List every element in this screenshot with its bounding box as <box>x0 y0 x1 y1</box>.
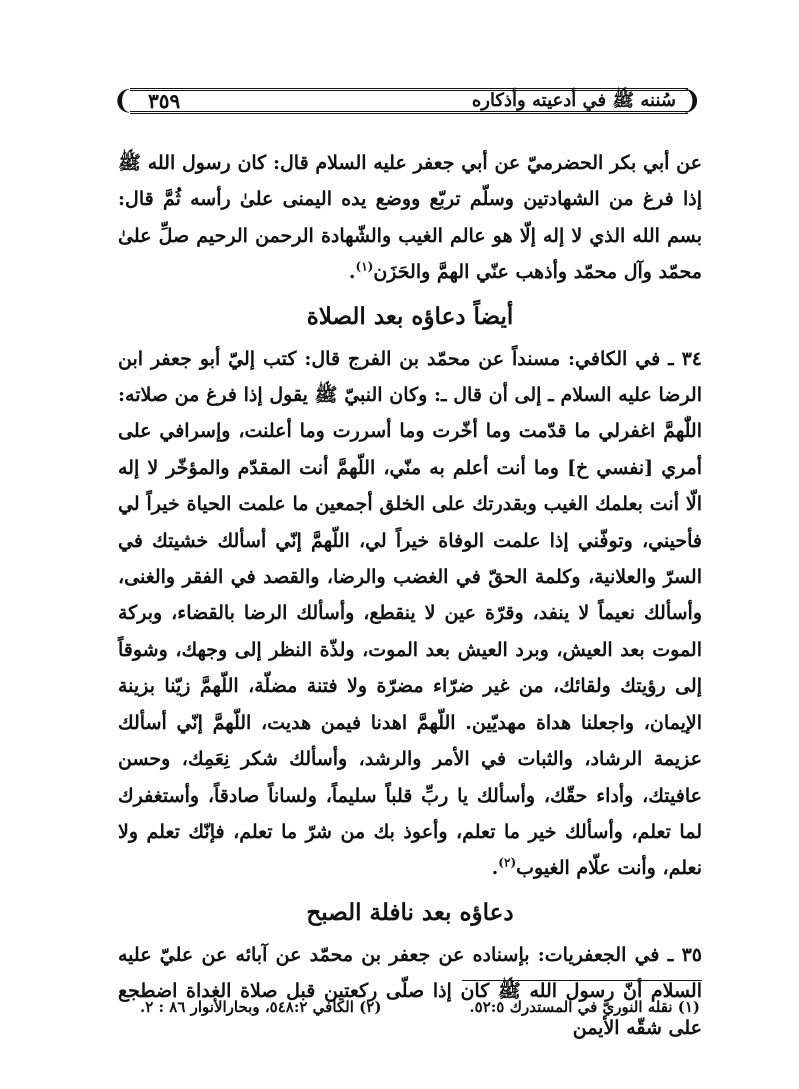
ornament-right-icon: ❨ <box>680 86 702 116</box>
paragraph-1-end: . <box>348 261 356 284</box>
paragraph-2-text: ٣٤ ـ في الكافي: مسنداً عن محمّد بن الفرج قال: كتب إليّ أبو جعفر ابن الرضا عليه السلام ـ إلى أن قال ـ: وكان النبيّ ﷺ يقول إذا فرغ من صلاته: اللّٰهمَّ اغفرلي ما قدّمت وما أخّرت وما أسررت وما أعلنت، وإسرافي على أمري [نفسي خ] وما أنت أعلم به منّي، اللّهمَّ أنت المقدّم والمؤخّر لا إله الّا أنت بعلمك الغيب وبقدرتك على الخلق أجمعين ما علمت الحياة خيراً لي فأحيني، وتوفّني إذا علمت الوفاة خيراً لي، اللّهمَّ إنّي أسألك خشيتك في السرّ والعلانية، وكلمة الحقّ في الغضب والرضا، والقصد في الفقر والغنى، وأسألك نعيماً لا ينفد، وقرّة عين لا ينقطع، وأسألك الرضا بالقضاء، وبركة الموت بعد العيش، وبرد العيش بعد الموت، ولذّة النظر إلى وجهك، وشوقاً إلى رؤيتك ولقائك، من غير ضرّاء مضرّة ولا فتنة مضلّة، اللّهمَّ زيّنا بزينة الإيمان، واجعلنا هداة مهديّين. اللّهمَّ اهدنا فيمن هديت، اللّهمَّ إنّي أسألك عزيمة الرشاد، والثبات في الأمر والرشد، وأسألك شكر نِعَمِك، وحسن عافيتك، وأداء حقّك، وأسألك يا ربِّ قلباً سليماً، ولساناً صادقاً، وأستغفرك لما تعلم، وأسألك خير ما تعلم، وأعوذ بك من شرّ ما تعلم، فإنّك تعلم ولا نعلم، وأنت علّام الغيوب <box>118 347 702 880</box>
paragraph-1-text: عن أبي بكر الحضرميّ عن أبي جعفر عليه السلام قال: كان رسول الله ﷺ إذا فرغ من الشهادتين وسلّم تربّع ووضع يده اليمنى علىٰ رأسه ثُمَّ قال: بسم الله الذي لا إله إلّا هو عالم الغيب والشّهادة الرحمن الرحيم صلِّ علىٰ محمّد وآل محمّد وأذهب عنّي الهمَّ والحَزَن <box>118 152 702 284</box>
header-title: سُننه ﷺ في أدعيته وأذكاره <box>471 90 676 111</box>
paragraph-3 <box>118 937 702 1046</box>
paragraph-2 <box>118 341 702 887</box>
page-number: ٣٥٩ <box>148 89 181 113</box>
paragraph-1 <box>118 145 702 291</box>
footnote-ref-2: (٢) <box>498 855 517 870</box>
running-header <box>112 80 702 122</box>
footnote-1: (١) نقله النوريّ في المستدرك ٥٢:٥. <box>469 998 700 1016</box>
section-heading-1: أيضاً دعاؤه بعد الصلاة <box>306 302 514 330</box>
paragraph-3-text: ٣٥ ـ في الجعفريات: بإسناده عن جعفر بن محمّد عن آبائه عن عليّ عليه السلام أنّ رسول الله ﷺ كان إذا صلّى ركعتين قبل صلاة الغداة اضطجع على شقّه الأيمن <box>118 943 702 1039</box>
section-heading-2: دعاؤه بعد نافلة الصبح <box>306 898 514 926</box>
ornament-left-icon: ❩ <box>112 86 134 116</box>
footnote-2: (٢) الكافي ٥٤٨:٢، وبحارالأنوار ٨٦ : ٢. <box>140 998 382 1016</box>
paragraph-2-end: . <box>491 857 499 880</box>
footnotes <box>140 996 700 1018</box>
footnote-rule <box>462 980 702 981</box>
footnote-ref-1: (١) <box>355 259 374 274</box>
page-body <box>118 145 702 1046</box>
